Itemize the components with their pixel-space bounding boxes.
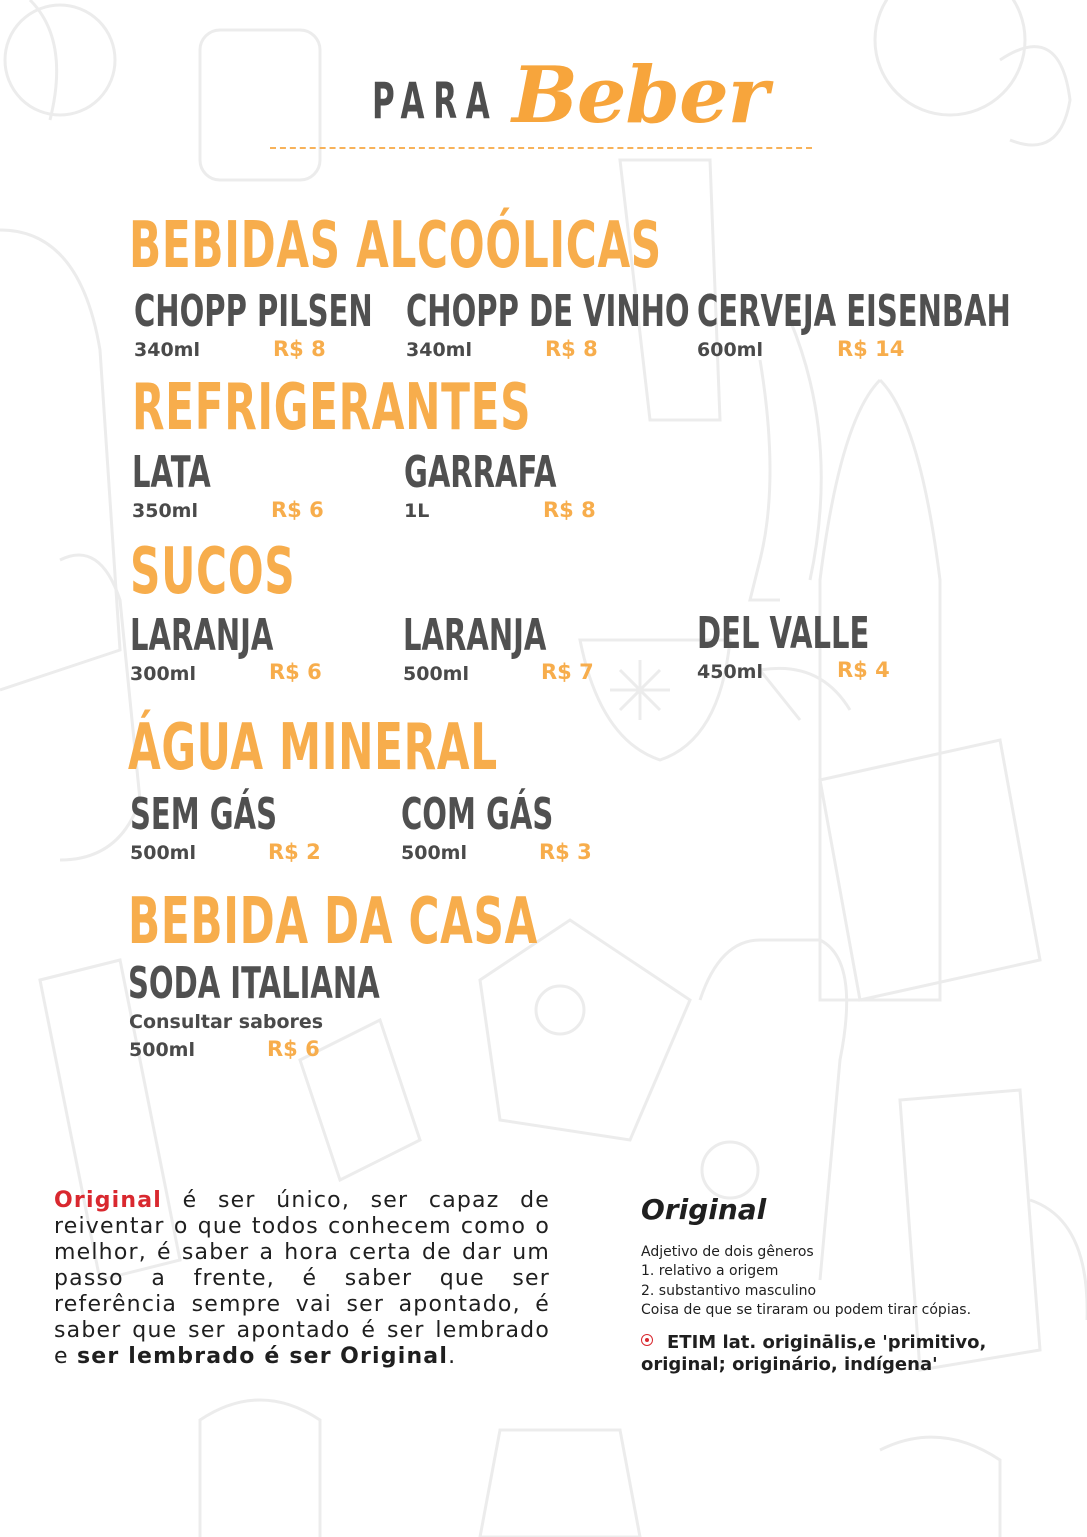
item-volume: 450ml <box>697 661 763 683</box>
item-name: GARRAFA <box>404 447 557 498</box>
item-volume: 500ml <box>130 842 196 864</box>
definition-line: Coisa de que se tiraram ou podem tirar cópias. <box>641 1302 972 1318</box>
item-price: R$ 4 <box>837 658 890 682</box>
header-divider <box>270 147 812 149</box>
item-volume: 600ml <box>697 339 763 361</box>
item-name: DEL VALLE <box>697 608 870 659</box>
manifesto-highlight: Original <box>54 1188 163 1213</box>
definition-title: Original <box>641 1193 767 1226</box>
definition-line: Adjetivo de dois gêneros <box>641 1244 814 1260</box>
item-volume: 500ml <box>403 663 469 685</box>
category-bebida-da-casa: BEBIDA DA CASA <box>128 885 538 959</box>
item-name: COM GÁS <box>401 789 554 840</box>
item-volume: 500ml <box>129 1039 195 1061</box>
etymology-text: ETIM lat. originālis,e 'primitivo, original; originário, indígena' <box>641 1332 987 1375</box>
item-volume: 350ml <box>132 500 198 522</box>
definition-line: 2. substantivo masculino <box>641 1283 817 1299</box>
item-price: R$ 8 <box>273 337 326 361</box>
item-name: CHOPP PILSEN <box>134 286 373 337</box>
item-price: R$ 8 <box>545 337 598 361</box>
item-name: SEM GÁS <box>130 789 277 840</box>
item-volume: 300ml <box>130 663 196 685</box>
manifesto-period: . <box>448 1344 457 1369</box>
item-price: R$ 7 <box>541 660 594 684</box>
item-price: R$ 6 <box>267 1037 320 1061</box>
item-name: LARANJA <box>130 610 274 661</box>
item-volume: 340ml <box>134 339 200 361</box>
item-name: CERVEJA EISENBAH <box>697 286 1011 337</box>
menu-header <box>0 50 1087 150</box>
definition-line: 1. relativo a origem <box>641 1263 779 1279</box>
item-volume: 340ml <box>406 339 472 361</box>
manifesto-final-word: Original <box>340 1344 449 1369</box>
title-prefix: PARA <box>372 72 499 130</box>
category-refrigerantes: REFRIGERANTES <box>132 371 532 445</box>
item-volume: 1L <box>404 500 430 522</box>
item-price: R$ 6 <box>271 498 324 522</box>
category-agua-mineral: ÁGUA MINERAL <box>128 711 498 785</box>
item-price: R$ 6 <box>269 660 322 684</box>
title-main: Beber <box>512 50 768 141</box>
item-price: R$ 3 <box>539 840 592 864</box>
category-sucos: SUCOS <box>130 535 296 609</box>
item-name: LARANJA <box>403 610 547 661</box>
manifesto-paragraph <box>54 1188 550 1370</box>
item-name: SODA ITALIANA <box>128 958 380 1009</box>
manifesto-text: é ser único, ser capaz de reiventar o que todos conhecem como o melhor, é saber a hora certa de dar um passo a frente, é saber que ser referência sempre vai ser apontado, é saber que ser apontado é ser lembrado e <box>54 1188 550 1369</box>
item-price: R$ 8 <box>543 498 596 522</box>
category-bebidas-alcoolicas: BEBIDAS ALCOÓLICAS <box>129 209 662 283</box>
item-name: CHOPP DE VINHO <box>406 286 690 337</box>
etymology-target-icon <box>641 1334 653 1346</box>
item-price: R$ 14 <box>837 337 905 361</box>
etymology <box>641 1332 1031 1376</box>
manifesto-bold-end: ser lembrado é ser <box>76 1344 332 1369</box>
item-price: R$ 2 <box>268 840 321 864</box>
item-note: Consultar sabores <box>129 1011 324 1033</box>
item-name: LATA <box>132 447 211 498</box>
item-volume: 500ml <box>401 842 467 864</box>
